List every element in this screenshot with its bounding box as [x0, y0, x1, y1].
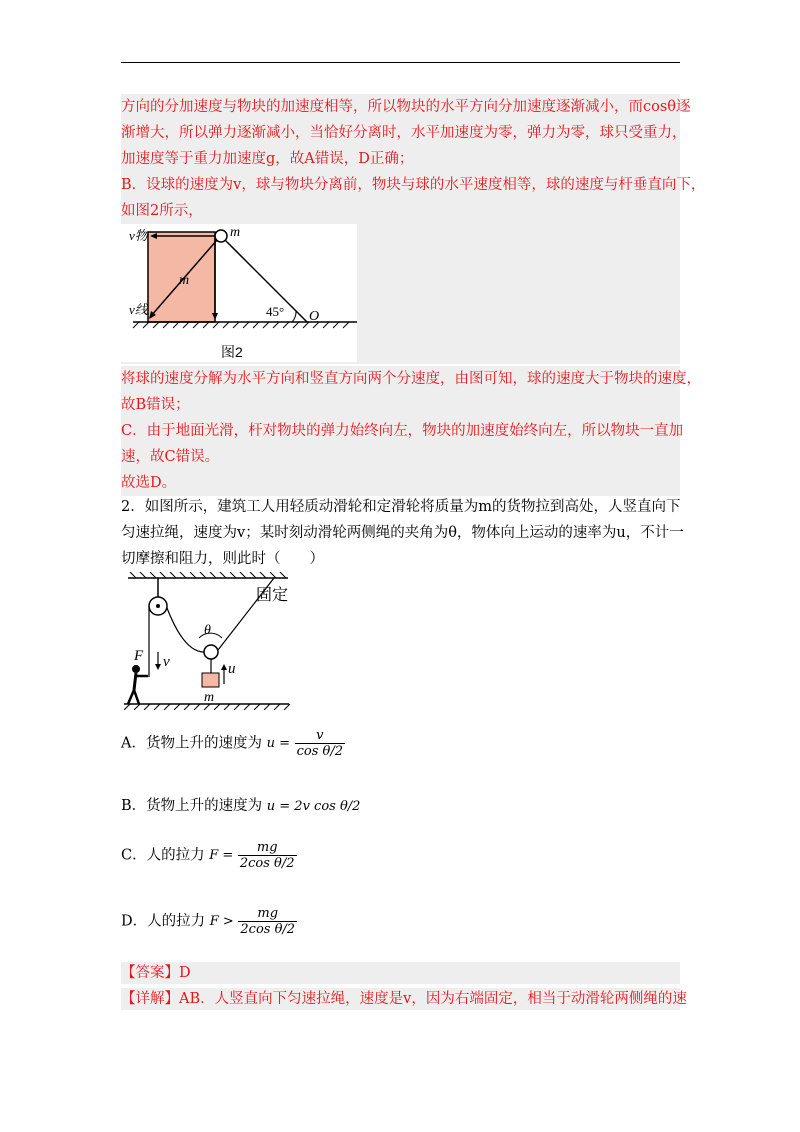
option-a [121, 728, 345, 759]
option-d-lhs: F > [209, 914, 234, 929]
option-b-formula: u = 2v cos θ/2 [266, 799, 361, 814]
option-a-fraction [295, 728, 345, 759]
fixed-label: 固定 [256, 587, 289, 604]
v-wu-label: v物 [129, 228, 148, 243]
text-line: 加速度等于重力加速度g，故A错误，D正确； [121, 151, 414, 167]
option-a-numerator: v [295, 728, 345, 744]
option-d-numerator: mg [238, 906, 297, 922]
text-line: 方向的分加速度与物块的加速度相等，所以物块的水平方向分加速度逐渐减小，而cosθ逐 [121, 99, 691, 115]
option-c-lhs: F = [209, 848, 234, 863]
question-2 [121, 494, 684, 572]
v-label: v [163, 654, 170, 670]
option-b [121, 794, 360, 815]
header-rule [121, 62, 680, 63]
detail-line [121, 988, 687, 1010]
v-xian-label: v线 [129, 302, 148, 317]
text-line: 故B错误； [121, 397, 190, 413]
answer-value: D [179, 965, 191, 981]
text-line: 切摩擦和阻力，则此时（ ） [121, 551, 324, 567]
option-c-denominator: 2cos θ/2 [239, 856, 295, 871]
text-line: 如图2所示， [121, 203, 203, 219]
rope-left [167, 608, 204, 652]
pulley-figure [124, 572, 294, 710]
text-line: C．由于地面光滑，杆对物块的弹力始终向左，物块的加速度始终向左，所以物块一直加 [121, 423, 684, 439]
rod-line [221, 236, 307, 322]
text-line: B．设球的速度为v，球与物块分离前，物块与球的水平速度相等，球的速度与杆垂直向下， [121, 177, 706, 193]
option-a-text: A．货物上升的速度为 [121, 735, 262, 752]
option-c-fraction [238, 840, 297, 871]
angle-arc [292, 311, 296, 322]
option-a-lhs: u = [266, 736, 290, 751]
angle-label: 45° [266, 304, 285, 319]
option-c-text: C．人的拉力 [121, 847, 205, 864]
option-c [121, 840, 297, 871]
cargo-box [202, 673, 219, 687]
text-line: 故选D。 [121, 475, 177, 491]
option-a-denominator: cos θ/2 [296, 744, 343, 759]
option-d [121, 906, 297, 937]
option-d-fraction [238, 906, 297, 937]
u-label: u [228, 661, 236, 677]
point-O-label: O [309, 309, 320, 324]
ball-mass-label: m [230, 225, 241, 240]
option-d-text: D．人的拉力 [121, 913, 206, 930]
text-line: 渐增大，所以弹力逐渐减小，当恰好分离时，水平加速度为零，弹力为零，球只受重力， [121, 125, 687, 141]
diagonal-mass-label: m [179, 273, 190, 288]
option-c-numerator: mg [238, 840, 297, 856]
arrowhead [155, 664, 161, 670]
movable-pulley [204, 645, 218, 659]
worker-icon [128, 665, 148, 704]
force-label: F [134, 648, 144, 664]
answer-label: 【答案】 [121, 965, 179, 981]
mass-label: m [204, 690, 215, 705]
ceiling-hatch [130, 572, 286, 578]
figure-caption: 图2 [221, 344, 243, 360]
solution-part1 [121, 94, 706, 224]
figure-2 [121, 224, 357, 362]
theta-label: θ [204, 623, 211, 638]
option-d-denominator: 2cos θ/2 [240, 922, 296, 937]
solution-part2 [121, 366, 701, 496]
text-line: 匀速拉绳，速度为v；某时刻动滑轮两侧绳的夹角为θ，物体向上运动的速率为u，不计一 [121, 525, 684, 541]
answer-line [121, 962, 680, 984]
detail-label: 【详解】 [121, 991, 179, 1007]
text-line: 速，故C错误。 [121, 449, 220, 465]
arrowhead [221, 664, 227, 670]
option-b-text: B．货物上升的速度为 [121, 798, 263, 814]
detail-text: AB．人竖直向下匀速拉绳，速度是v，因为右端固定，相当于动滑轮两侧绳的速 [179, 991, 687, 1007]
text-line: 将球的速度分解为水平方向和竖直方向两个分速度，由图可知，球的速度大于物块的速度， [121, 371, 701, 387]
text-line: 2．如图所示，建筑工人用轻质动滑轮和定滑轮将质量为m的货物拉到高处，人竖直向下 [121, 499, 681, 515]
pulley-axle [156, 604, 160, 608]
